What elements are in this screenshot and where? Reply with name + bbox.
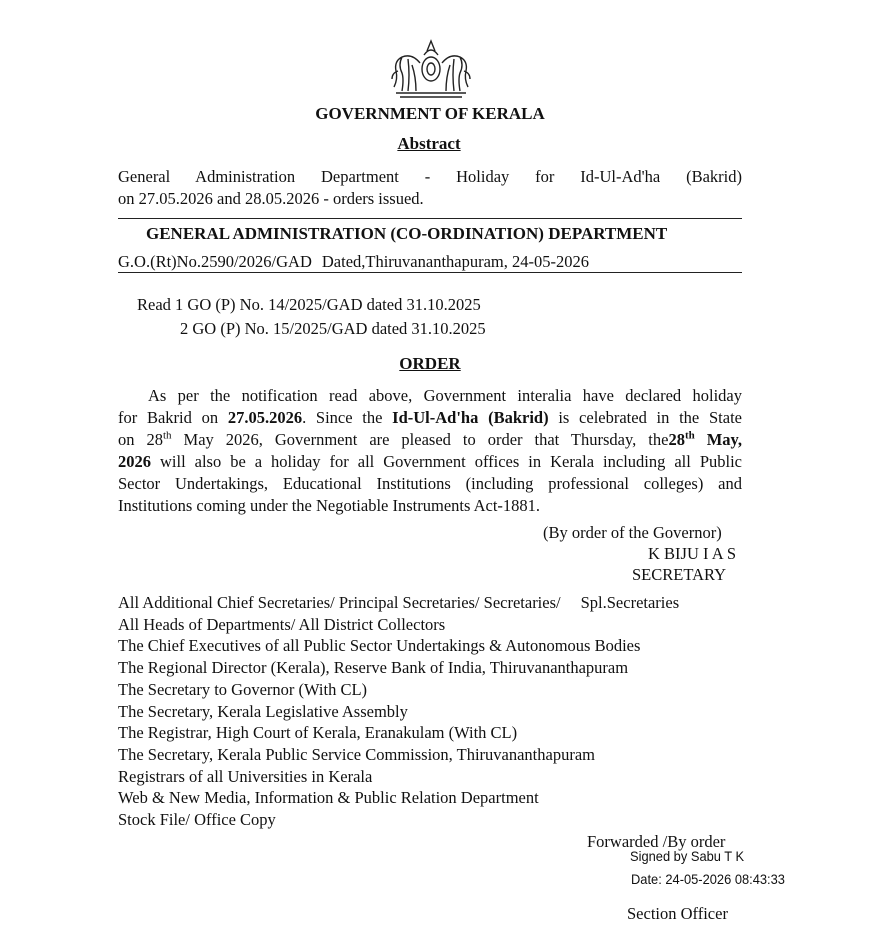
by-order-text: (By order of the Governor) <box>543 523 722 542</box>
abstract-heading: Abstract <box>397 134 461 153</box>
digital-signature-name: Signed by Sabu T K <box>630 848 745 864</box>
order-line-3: on 28th May 2026, Government are pleased to order that Thursday, the28th May, <box>118 429 742 449</box>
subject-text <box>118 166 742 210</box>
kerala-emblem-icon <box>386 35 476 105</box>
go-number-line <box>118 252 589 272</box>
list-item: Stock File/ Office Copy <box>118 810 276 830</box>
list-item: The Regional Director (Kerala), Reserve Bank of India, Thiruvananthapuram <box>118 658 629 678</box>
order-paragraph <box>118 385 742 517</box>
reference-2: 2 GO (P) No. 15/2025/GAD dated 31.10.2025 <box>180 319 486 338</box>
department-title: GENERAL ADMINISTRATION (CO-ORDINATION) DEPARTMENT <box>146 224 668 243</box>
subject-line-1: General Administration Department - Holiday for Id-Ul-Ad'ha (Bakrid) <box>118 167 742 186</box>
list-item: The Chief Executives of all Public Sector Undertakings & Autonomous Bodies <box>118 636 641 656</box>
section-officer-title: Section Officer <box>627 904 728 923</box>
list-item: The Secretary, Kerala Public Service Commission, Thiruvananthapuram <box>118 744 595 764</box>
subject-line-2: on 27.05.2026 and 28.05.2026 - orders issued. <box>118 189 424 208</box>
order-line-4: 2026 will also be a holiday for all Government offices in Kerala including all Public <box>118 452 742 471</box>
go-dated: Dated,Thiruvananthapuram, 24-05-2026 <box>321 252 590 271</box>
order-line-5: Sector Undertakings, Educational Institutions (including professional colleges) and <box>118 474 742 493</box>
order-line-1: As per the notification read above, Government interalia have declared holiday <box>148 386 742 405</box>
order-line-2: for Bakrid on 27.05.2026. Since the Id-Ul-Ad'ha (Bakrid) is celebrated in the State <box>118 408 742 427</box>
list-item: All Heads of Departments/ All District Collectors <box>118 614 446 634</box>
forwarded-text: Forwarded /By order <box>587 832 726 851</box>
signatory-title: SECRETARY <box>632 565 727 584</box>
divider-bottom <box>118 272 742 273</box>
list-item: The Secretary, Kerala Legislative Assembly <box>118 701 408 721</box>
order-heading: ORDER <box>399 354 461 373</box>
order-line-6: Institutions coming under the Negotiable Instruments Act-1881. <box>118 496 541 515</box>
reference-1: Read 1 GO (P) No. 14/2025/GAD dated 31.10.2025 <box>137 295 481 314</box>
government-title: GOVERNMENT OF KERALA <box>315 104 545 123</box>
divider-top <box>118 218 742 219</box>
recipients-list <box>118 592 768 831</box>
digital-signature-date: Date: 24-05-2026 08:43:33 <box>631 871 785 887</box>
list-item: The Secretary to Governor (With CL) <box>118 679 368 699</box>
signatory-name: K BIJU I A S <box>648 544 737 563</box>
list-item: Registrars of all Universities in Kerala <box>118 766 373 786</box>
list-item: Web & New Media, Information & Public Relation Department <box>118 788 539 808</box>
list-item: All Additional Chief Secretaries/ Principal Secretaries/ Secretaries/ Spl.Secretaries <box>118 593 680 612</box>
go-number: G.O.(Rt)No.2590/2026/GAD <box>118 252 312 271</box>
list-item: The Registrar, High Court of Kerala, Eranakulam (With CL) <box>118 723 518 743</box>
